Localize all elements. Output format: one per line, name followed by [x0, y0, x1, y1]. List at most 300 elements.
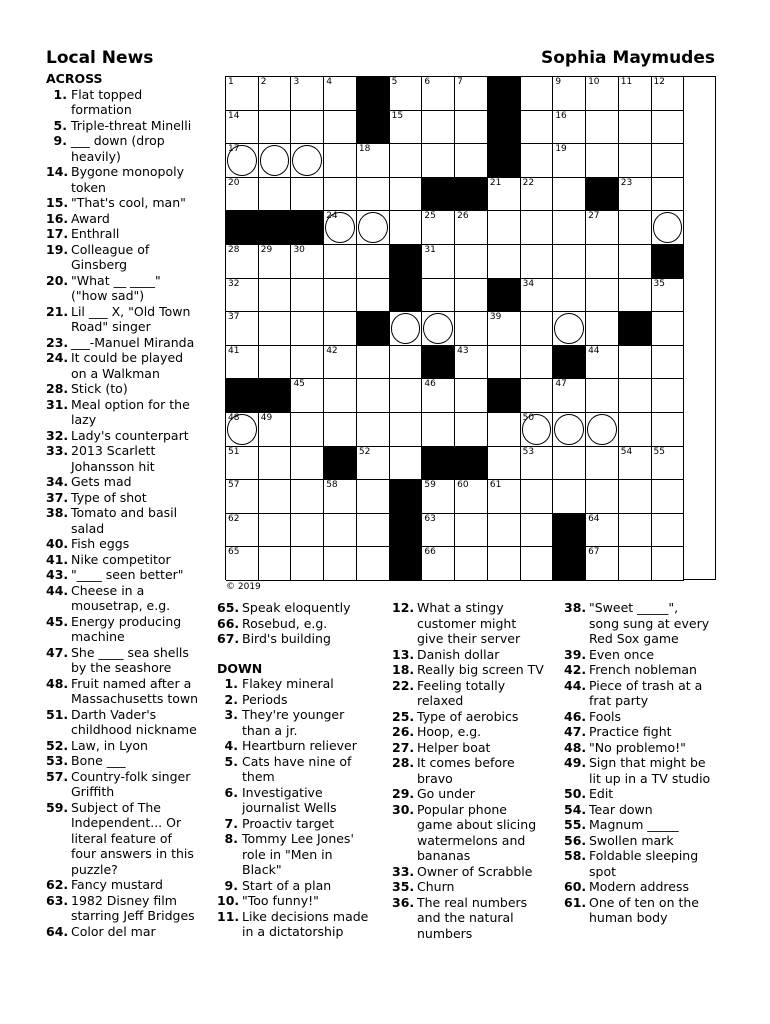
black-square	[553, 514, 586, 548]
grid-cell[interactable]	[488, 178, 521, 212]
grid-cell[interactable]	[521, 480, 554, 514]
grid-cell[interactable]	[226, 279, 259, 313]
grid-cell[interactable]	[324, 379, 357, 413]
clue-number: 8.	[224, 831, 238, 846]
grid-cell[interactable]	[291, 279, 324, 313]
grid-cell[interactable]	[422, 211, 455, 245]
clue-item	[564, 802, 734, 818]
grid-cell[interactable]	[291, 178, 324, 212]
clue-text: What a stingy	[417, 600, 504, 615]
grid-cell[interactable]	[586, 379, 619, 413]
grid-cell[interactable]	[619, 413, 652, 447]
grid-cell[interactable]	[553, 178, 586, 212]
clue-item	[392, 740, 557, 756]
cell-number: 39	[489, 312, 502, 323]
grid-cell[interactable]	[488, 312, 521, 346]
clue-text: Foldable sleeping	[589, 848, 699, 863]
clue-number: 56.	[564, 832, 587, 848]
clue-item	[46, 536, 216, 552]
circle-marker	[554, 313, 584, 344]
clue-text: Cheese in a	[71, 582, 145, 598]
cell-number: 43	[457, 345, 469, 356]
grid-cell[interactable]	[422, 547, 455, 581]
grid-cell[interactable]	[291, 312, 324, 346]
grid-cell[interactable]	[619, 77, 652, 111]
grid-cell[interactable]	[488, 447, 521, 481]
grid-cell[interactable]	[521, 447, 554, 481]
grid-cell[interactable]	[488, 480, 521, 514]
grid-cell[interactable]	[586, 245, 619, 279]
clue-item	[564, 786, 734, 802]
clue-text: Darth Vader's	[71, 706, 157, 722]
grid-cell[interactable]	[619, 447, 652, 481]
clue-item	[392, 709, 557, 725]
grid-cell[interactable]	[324, 346, 357, 380]
black-square	[291, 211, 324, 245]
clue-item	[46, 350, 216, 381]
grid-cell[interactable]	[521, 346, 554, 380]
clue-item	[46, 769, 216, 800]
clue-item	[392, 879, 557, 895]
grid-cell[interactable]	[324, 77, 357, 111]
grid-cell[interactable]	[259, 480, 292, 514]
clue-text: Ginsberg	[71, 257, 128, 272]
cell-number: 42	[326, 345, 338, 356]
cell-number: 23	[620, 177, 633, 188]
grid-cell[interactable]	[259, 346, 292, 380]
clue-number: 60.	[564, 879, 587, 894]
clue-text: bananas	[417, 848, 471, 863]
grid-cell[interactable]	[422, 312, 455, 346]
grid-cell[interactable]	[652, 346, 685, 380]
grid-cell[interactable]	[488, 346, 521, 380]
cell-number: 32	[228, 278, 240, 289]
clue-item	[564, 848, 734, 879]
clue-item	[46, 428, 216, 444]
clue-item	[46, 505, 216, 536]
grid-cell[interactable]	[586, 547, 619, 581]
grid-cell[interactable]	[226, 77, 259, 111]
grid-cell[interactable]	[619, 111, 652, 145]
grid-cell[interactable]	[553, 211, 586, 245]
grid-cell[interactable]	[455, 413, 488, 447]
clue-number: 20.	[46, 272, 69, 288]
grid-cell[interactable]	[226, 514, 259, 548]
cell-number: 62	[228, 513, 240, 524]
clue-text: journalist Wells	[242, 800, 337, 815]
clue-text: Gets mad	[71, 474, 132, 489]
clue-item	[217, 616, 385, 632]
grid-cell[interactable]	[652, 514, 685, 548]
clue-text: 1982 Disney film	[71, 892, 177, 908]
grid-cell[interactable]	[619, 279, 652, 313]
clue-text: relaxed	[417, 693, 464, 708]
grid-cell[interactable]	[390, 211, 423, 245]
grid-cell[interactable]	[259, 279, 292, 313]
grid-cell[interactable]	[521, 413, 554, 447]
grid-cell[interactable]	[324, 279, 357, 313]
clue-number: 19.	[46, 241, 69, 257]
circle-marker	[391, 313, 421, 344]
grid-cell[interactable]	[455, 547, 488, 581]
clue-number: 47.	[564, 724, 587, 739]
grid-cell[interactable]	[259, 245, 292, 279]
clue-text: Really big screen TV	[417, 662, 544, 677]
grid-cell[interactable]	[619, 245, 652, 279]
grid-cell[interactable]	[324, 413, 357, 447]
clue-item	[564, 724, 734, 740]
clue-text: heavily)	[71, 148, 121, 164]
grid-cell[interactable]	[226, 547, 259, 581]
grid-cell[interactable]	[455, 514, 488, 548]
grid-cell[interactable]	[259, 447, 292, 481]
grid-cell[interactable]	[324, 178, 357, 212]
grid-cell[interactable]	[390, 312, 423, 346]
clue-item	[217, 754, 385, 785]
grid-cell[interactable]	[357, 480, 390, 514]
black-square	[390, 279, 423, 313]
grid-cell[interactable]	[488, 211, 521, 245]
grid-cell[interactable]	[586, 77, 619, 111]
clue-text: ___-Manuel Miranda	[71, 334, 195, 350]
clue-text: Colleague of	[71, 241, 150, 257]
grid-cell[interactable]	[357, 413, 390, 447]
grid-cell[interactable]	[553, 111, 586, 145]
grid-cell[interactable]	[586, 144, 619, 178]
grid-cell[interactable]	[652, 144, 685, 178]
clue-text: Fools	[589, 708, 622, 724]
grid-cell[interactable]	[291, 480, 324, 514]
clue-text: Magnum _____	[589, 817, 679, 832]
clue-number: 6.	[224, 784, 238, 800]
grid-cell[interactable]	[291, 111, 324, 145]
grid-cell[interactable]	[652, 547, 685, 581]
clue-item	[46, 164, 216, 195]
grid-cell[interactable]	[259, 514, 292, 548]
clue-text: Proactiv target	[242, 815, 335, 831]
grid-cell[interactable]	[390, 111, 423, 145]
grid-cell[interactable]	[357, 144, 390, 178]
grid-cell[interactable]	[586, 413, 619, 447]
grid-cell[interactable]	[357, 211, 390, 245]
grid-cell[interactable]	[390, 77, 423, 111]
grid-cell[interactable]	[324, 144, 357, 178]
grid-cell[interactable]	[521, 514, 554, 548]
grid-cell[interactable]	[291, 245, 324, 279]
clue-text: four answers in this	[71, 846, 194, 861]
clue-text: game about slicing	[417, 817, 537, 832]
grid-cell[interactable]	[553, 245, 586, 279]
grid-cell[interactable]	[357, 346, 390, 380]
grid-cell[interactable]	[422, 77, 455, 111]
grid-cell[interactable]	[324, 245, 357, 279]
grid-cell[interactable]	[488, 245, 521, 279]
grid-cell[interactable]	[619, 480, 652, 514]
grid-cell[interactable]	[324, 111, 357, 145]
clue-text: 2013 Scarlett	[71, 443, 156, 458]
grid-cell[interactable]	[357, 379, 390, 413]
clue-number: 33.	[392, 863, 415, 879]
grid-cell[interactable]	[357, 547, 390, 581]
grid-cell[interactable]	[422, 413, 455, 447]
clue-item	[46, 676, 216, 707]
grid-cell[interactable]	[652, 279, 685, 313]
cell-number: 48	[228, 413, 240, 423]
grid-cell[interactable]	[586, 111, 619, 145]
grid-cell[interactable]	[619, 514, 652, 548]
clue-text: Hoop, e.g.	[417, 724, 482, 739]
grid-cell[interactable]	[586, 211, 619, 245]
clue-text: Go under	[417, 786, 475, 801]
grid-cell[interactable]	[357, 279, 390, 313]
grid-cell[interactable]	[357, 514, 390, 548]
clue-text: Bone ___	[71, 753, 126, 768]
grid-cell[interactable]	[226, 480, 259, 514]
grid-cell[interactable]	[390, 346, 423, 380]
grid-cell[interactable]	[455, 111, 488, 145]
grid-cell[interactable]	[291, 447, 324, 481]
grid-cell[interactable]	[226, 111, 259, 145]
clue-item	[564, 755, 734, 786]
cell-number: 25	[424, 211, 436, 222]
clue-item	[46, 118, 216, 134]
clue-text: spot	[589, 863, 616, 879]
grid-cell[interactable]	[226, 346, 259, 380]
grid-cell[interactable]	[291, 346, 324, 380]
grid-cell[interactable]	[390, 379, 423, 413]
grid-cell[interactable]	[259, 312, 292, 346]
grid-cell[interactable]	[586, 312, 619, 346]
black-square	[390, 514, 423, 548]
grid-cell[interactable]	[422, 279, 455, 313]
grid-cell[interactable]	[521, 211, 554, 245]
grid-cell[interactable]	[324, 514, 357, 548]
grid-cell[interactable]	[619, 178, 652, 212]
grid-cell[interactable]	[521, 547, 554, 581]
grid-cell[interactable]	[553, 480, 586, 514]
grid-cell[interactable]	[521, 111, 554, 145]
clue-number: 66.	[217, 615, 240, 631]
clue-item	[46, 211, 216, 227]
cell-number: 53	[522, 446, 535, 457]
grid-cell[interactable]	[390, 144, 423, 178]
grid-cell[interactable]	[553, 144, 586, 178]
circle-marker	[358, 212, 388, 243]
grid-cell[interactable]	[259, 547, 292, 581]
grid-cell[interactable]	[521, 178, 554, 212]
cell-number: 5	[391, 77, 398, 87]
grid-cell[interactable]	[324, 547, 357, 581]
grid-cell[interactable]	[324, 480, 357, 514]
cell-number: 14	[228, 110, 240, 121]
clue-number: 18.	[392, 662, 415, 677]
clue-text: Type of shot	[71, 489, 147, 505]
circle-marker	[260, 145, 290, 176]
grid-cell[interactable]	[357, 245, 390, 279]
grid-cell[interactable]	[259, 144, 292, 178]
clue-text: on a Walkman	[71, 365, 160, 381]
clue-text: "No problemo!"	[589, 739, 686, 755]
grid-cell[interactable]	[259, 111, 292, 145]
clue-text: lit up in a TV studio	[589, 770, 711, 786]
clue-item	[46, 226, 216, 242]
grid-cell[interactable]	[455, 379, 488, 413]
grid-cell[interactable]	[586, 447, 619, 481]
grid-cell[interactable]	[291, 547, 324, 581]
grid-cell[interactable]	[226, 413, 259, 447]
black-square	[652, 245, 685, 279]
grid-cell[interactable]	[652, 178, 685, 212]
grid-cell[interactable]	[291, 77, 324, 111]
black-square	[553, 346, 586, 380]
grid-cell[interactable]	[291, 413, 324, 447]
cell-number: 47	[555, 379, 567, 390]
black-square	[586, 178, 619, 212]
black-square	[488, 144, 521, 178]
clue-text: Country-folk singer	[71, 768, 191, 784]
down-heading: DOWN	[217, 660, 263, 676]
copyright-notice: © 2019	[226, 582, 261, 592]
grid-cell[interactable]	[422, 514, 455, 548]
clue-text: "Sweet _____",	[589, 600, 679, 615]
grid-cell[interactable]	[226, 447, 259, 481]
grid-cell[interactable]	[553, 77, 586, 111]
grid-cell[interactable]	[553, 312, 586, 346]
grid-cell[interactable]	[652, 111, 685, 145]
author-name: Sophia Maymudes	[541, 48, 715, 68]
grid-cell[interactable]	[586, 346, 619, 380]
grid-cell[interactable]	[652, 447, 685, 481]
clue-item	[564, 817, 734, 833]
grid-cell[interactable]	[619, 346, 652, 380]
clue-item	[46, 583, 216, 614]
grid-cell[interactable]	[521, 312, 554, 346]
grid-cell[interactable]	[652, 77, 685, 111]
cell-number: 17	[228, 144, 240, 155]
cell-number: 51	[228, 446, 240, 457]
grid-cell[interactable]	[324, 211, 357, 245]
clue-text: Piece of trash at a	[589, 677, 703, 693]
grid-cell[interactable]	[652, 211, 685, 245]
black-square	[619, 312, 652, 346]
grid-cell[interactable]	[619, 144, 652, 178]
down-clues-column-4	[564, 600, 734, 926]
grid-cell[interactable]	[619, 379, 652, 413]
circle-marker	[292, 145, 322, 176]
grid-cell[interactable]	[422, 379, 455, 413]
grid-cell[interactable]	[226, 245, 259, 279]
grid-cell[interactable]	[259, 413, 292, 447]
grid-cell[interactable]	[652, 312, 685, 346]
grid-cell[interactable]	[586, 480, 619, 514]
clue-item	[392, 724, 557, 740]
grid-cell[interactable]	[488, 547, 521, 581]
grid-cell[interactable]	[455, 211, 488, 245]
clue-item	[564, 600, 734, 647]
clue-item	[564, 740, 734, 756]
clue-number: 61.	[564, 894, 587, 910]
grid-cell[interactable]	[422, 144, 455, 178]
grid-cell[interactable]	[455, 279, 488, 313]
grid-cell[interactable]	[390, 413, 423, 447]
grid-cell[interactable]	[259, 178, 292, 212]
grid-cell[interactable]	[324, 312, 357, 346]
grid-cell[interactable]	[652, 480, 685, 514]
grid-cell[interactable]	[291, 379, 324, 413]
grid-cell[interactable]	[652, 413, 685, 447]
black-square	[455, 178, 488, 212]
grid-cell[interactable]	[619, 211, 652, 245]
black-square	[390, 547, 423, 581]
clue-text: literal feature of	[71, 830, 172, 846]
grid-cell[interactable]	[521, 77, 554, 111]
grid-cell[interactable]	[619, 547, 652, 581]
grid-cell[interactable]	[455, 480, 488, 514]
grid-cell[interactable]	[488, 514, 521, 548]
cell-number: 27	[588, 211, 600, 222]
grid-cell[interactable]	[521, 144, 554, 178]
grid-cell[interactable]	[422, 480, 455, 514]
grid-cell[interactable]	[226, 144, 259, 178]
clue-text: Black"	[242, 862, 282, 877]
grid-cell[interactable]	[455, 312, 488, 346]
cell-number: 30	[293, 245, 305, 255]
grid-cell[interactable]	[455, 77, 488, 111]
grid-cell[interactable]	[259, 77, 292, 111]
grid-cell[interactable]	[422, 245, 455, 279]
grid-cell[interactable]	[455, 144, 488, 178]
grid-cell[interactable]	[553, 279, 586, 313]
grid-cell[interactable]	[390, 178, 423, 212]
grid-cell[interactable]	[455, 245, 488, 279]
grid-cell[interactable]	[390, 447, 423, 481]
clue-text: "Too funny!"	[242, 893, 319, 908]
grid-cell[interactable]	[586, 279, 619, 313]
clue-text: by the seashore	[71, 660, 172, 675]
cell-number: 28	[228, 245, 240, 255]
clue-item	[46, 924, 216, 940]
grid-cell[interactable]	[521, 245, 554, 279]
grid-cell[interactable]	[455, 346, 488, 380]
grid-cell[interactable]	[652, 379, 685, 413]
grid-cell[interactable]	[357, 178, 390, 212]
grid-cell[interactable]	[553, 447, 586, 481]
grid-cell[interactable]	[226, 178, 259, 212]
clue-item	[217, 600, 385, 616]
clue-text: Griffith	[71, 784, 115, 799]
grid-cell[interactable]	[521, 379, 554, 413]
clue-text: Speak eloquently	[242, 600, 351, 615]
clue-number: 65.	[217, 600, 240, 615]
clue-number: 30.	[392, 801, 415, 817]
clue-number: 55.	[564, 817, 587, 832]
grid-cell[interactable]	[553, 379, 586, 413]
grid-cell[interactable]	[291, 144, 324, 178]
clue-item	[46, 304, 216, 335]
grid-cell[interactable]	[422, 111, 455, 145]
grid-cell[interactable]	[488, 413, 521, 447]
grid-cell[interactable]	[553, 413, 586, 447]
grid-cell[interactable]	[226, 312, 259, 346]
cell-number: 20	[228, 177, 240, 188]
grid-cell[interactable]	[291, 514, 324, 548]
clue-item	[46, 753, 216, 769]
grid-cell[interactable]	[586, 514, 619, 548]
grid-cell[interactable]	[521, 279, 554, 313]
black-square	[226, 379, 259, 413]
cell-number: 60	[457, 480, 469, 491]
grid-cell[interactable]	[357, 447, 390, 481]
